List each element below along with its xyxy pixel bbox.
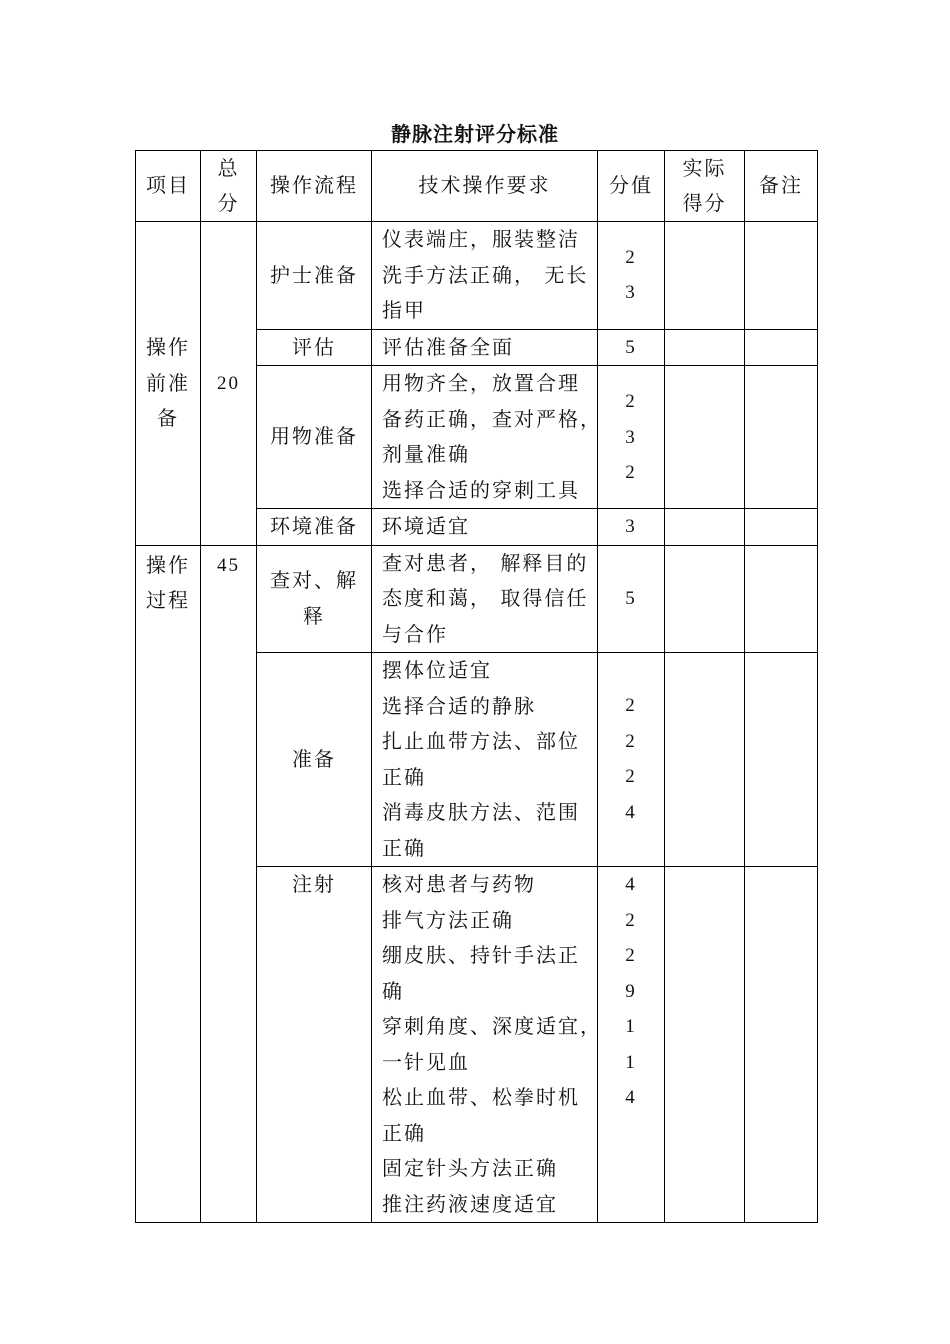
section-during-item bbox=[136, 545, 201, 1223]
document-title: 静脉注射评分标准 bbox=[391, 122, 559, 146]
actual-score-cell[interactable] bbox=[665, 366, 745, 509]
score-nurse bbox=[598, 222, 665, 330]
score-supplies-line1: 2 bbox=[625, 391, 637, 412]
score-environment: 3 bbox=[598, 509, 665, 546]
req-prepare-line1: 摆体位适宜 bbox=[382, 658, 492, 682]
req-check-line2: 态度和蔼， 取得信任 bbox=[382, 586, 589, 610]
actual-score-cell[interactable] bbox=[665, 867, 745, 1223]
header-requirements: 技术操作要求 bbox=[372, 151, 598, 222]
req-prepare-line2: 选择合适的静脉 bbox=[382, 693, 536, 718]
req-check bbox=[372, 545, 598, 653]
table-row bbox=[136, 222, 818, 330]
process-check-line2: 释 bbox=[303, 603, 325, 628]
section-during-total: 45 bbox=[201, 545, 257, 1223]
score-assess: 5 bbox=[598, 329, 665, 366]
req-inject-line6: 一针见血 bbox=[382, 1049, 470, 1074]
req-supplies-line2: 备药正确，查对严格， bbox=[382, 406, 602, 431]
score-inject-line2: 2 bbox=[625, 909, 637, 931]
process-assess: 评估 bbox=[257, 329, 372, 366]
score-check: 5 bbox=[598, 545, 665, 653]
score-supplies bbox=[598, 366, 665, 509]
actual-score-cell[interactable] bbox=[665, 653, 745, 867]
header-actual-line2: 得分 bbox=[682, 191, 727, 215]
table-header-row bbox=[136, 151, 818, 222]
remarks-cell[interactable] bbox=[745, 509, 818, 546]
score-inject bbox=[598, 867, 665, 1223]
req-inject-line8: 正确 bbox=[382, 1120, 426, 1145]
req-inject-line5: 穿刺角度、深度适宜， bbox=[382, 1014, 602, 1038]
req-prepare bbox=[372, 653, 598, 867]
req-prepare-line4: 正确 bbox=[382, 764, 426, 789]
score-nurse-line2: 3 bbox=[625, 282, 637, 304]
scoring-table bbox=[135, 150, 818, 1223]
req-inject-line4: 确 bbox=[382, 978, 404, 1003]
process-supplies: 用物准备 bbox=[257, 366, 372, 509]
score-prepare-line3: 2 bbox=[625, 766, 637, 787]
req-inject-line3: 绷皮肤、持针手法正 bbox=[382, 943, 580, 967]
req-nurse-line1: 仪表端庄，服装整洁 bbox=[382, 227, 580, 251]
actual-score-cell[interactable] bbox=[665, 222, 745, 330]
req-check-line3: 与合作 bbox=[382, 621, 448, 646]
section-pre-total: 20 bbox=[201, 222, 257, 546]
req-environment bbox=[372, 509, 598, 546]
score-inject-line4: 9 bbox=[625, 980, 637, 1002]
req-inject-line2: 排气方法正确 bbox=[382, 907, 514, 932]
score-inject-line7: 4 bbox=[625, 1087, 637, 1108]
req-supplies-line3: 剂量准确 bbox=[382, 442, 470, 466]
req-assess bbox=[372, 329, 598, 366]
actual-score-cell[interactable] bbox=[665, 545, 745, 653]
section-pre-item-line1: 操作 bbox=[146, 335, 190, 359]
section-pre-item bbox=[136, 222, 201, 546]
score-inject-line3: 2 bbox=[625, 945, 637, 966]
header-actual-score bbox=[665, 151, 745, 222]
req-supplies-line1: 用物齐全，放置合理 bbox=[382, 371, 580, 395]
score-inject-line1: 4 bbox=[625, 874, 637, 895]
req-inject-line10: 推注药液速度适宜 bbox=[382, 1191, 558, 1216]
process-check bbox=[257, 545, 372, 653]
score-inject-line6: 1 bbox=[625, 1051, 637, 1073]
process-inject: 注射 bbox=[257, 867, 372, 1223]
req-inject bbox=[372, 867, 602, 1223]
score-prepare bbox=[598, 653, 665, 867]
header-process: 操作流程 bbox=[257, 151, 372, 222]
req-inject-line1: 核对患者与药物 bbox=[382, 872, 536, 896]
req-nurse-line3: 指甲 bbox=[382, 298, 426, 322]
score-prepare-line1: 2 bbox=[625, 695, 637, 716]
header-score: 分值 bbox=[598, 151, 665, 222]
section-during-item-line1: 操作 bbox=[146, 552, 190, 577]
req-inject-line9: 固定针头方法正确 bbox=[382, 1156, 558, 1180]
header-remarks: 备注 bbox=[745, 151, 818, 222]
score-prepare-line2: 2 bbox=[625, 730, 637, 752]
req-inject-line7: 松止血带、松拳时机 bbox=[382, 1085, 580, 1109]
table-row bbox=[136, 545, 818, 653]
req-assess-line1: 评估准备全面 bbox=[382, 334, 514, 359]
req-nurse-line2: 洗手方法正确， 无长 bbox=[382, 262, 589, 287]
score-inject-line5: 1 bbox=[625, 1016, 637, 1037]
remarks-cell[interactable] bbox=[745, 366, 818, 509]
req-environment-line1: 环境适宜 bbox=[382, 514, 470, 538]
req-prepare-line5: 消毒皮肤方法、范围 bbox=[382, 800, 580, 824]
score-nurse-line1: 2 bbox=[625, 246, 637, 268]
req-supplies-line4: 选择合适的穿刺工具 bbox=[382, 477, 580, 502]
section-pre-item-line3: 备 bbox=[157, 406, 179, 430]
score-supplies-line3: 2 bbox=[625, 462, 637, 483]
remarks-cell[interactable] bbox=[745, 329, 818, 366]
section-pre-item-line2: 前准 bbox=[146, 370, 190, 395]
req-supplies bbox=[372, 366, 602, 509]
header-total bbox=[201, 151, 257, 222]
remarks-cell[interactable] bbox=[745, 867, 818, 1223]
actual-score-cell[interactable] bbox=[665, 509, 745, 546]
actual-score-cell[interactable] bbox=[665, 329, 745, 366]
process-nurse: 护士准备 bbox=[257, 222, 372, 330]
req-check-line1: 查对患者， 解释目的 bbox=[382, 550, 589, 575]
score-supplies-line2: 3 bbox=[625, 426, 637, 448]
score-prepare-line4: 4 bbox=[625, 801, 637, 823]
header-total-line1: 总 bbox=[217, 156, 240, 180]
remarks-cell[interactable] bbox=[745, 653, 818, 867]
process-environment: 环境准备 bbox=[257, 509, 372, 546]
process-prepare: 准备 bbox=[257, 653, 372, 867]
req-prepare-line6: 正确 bbox=[382, 835, 426, 860]
section-during-item-line2: 过程 bbox=[146, 588, 190, 612]
remarks-cell[interactable] bbox=[745, 545, 818, 653]
header-actual-line1: 实际 bbox=[682, 156, 727, 180]
process-check-line1: 查对、解 bbox=[270, 568, 358, 593]
req-nurse bbox=[372, 222, 598, 330]
header-total-line2: 分 bbox=[217, 191, 240, 215]
req-prepare-line3: 扎止血带方法、部位 bbox=[382, 729, 580, 753]
header-item: 项目 bbox=[136, 151, 201, 222]
remarks-cell[interactable] bbox=[745, 222, 818, 330]
